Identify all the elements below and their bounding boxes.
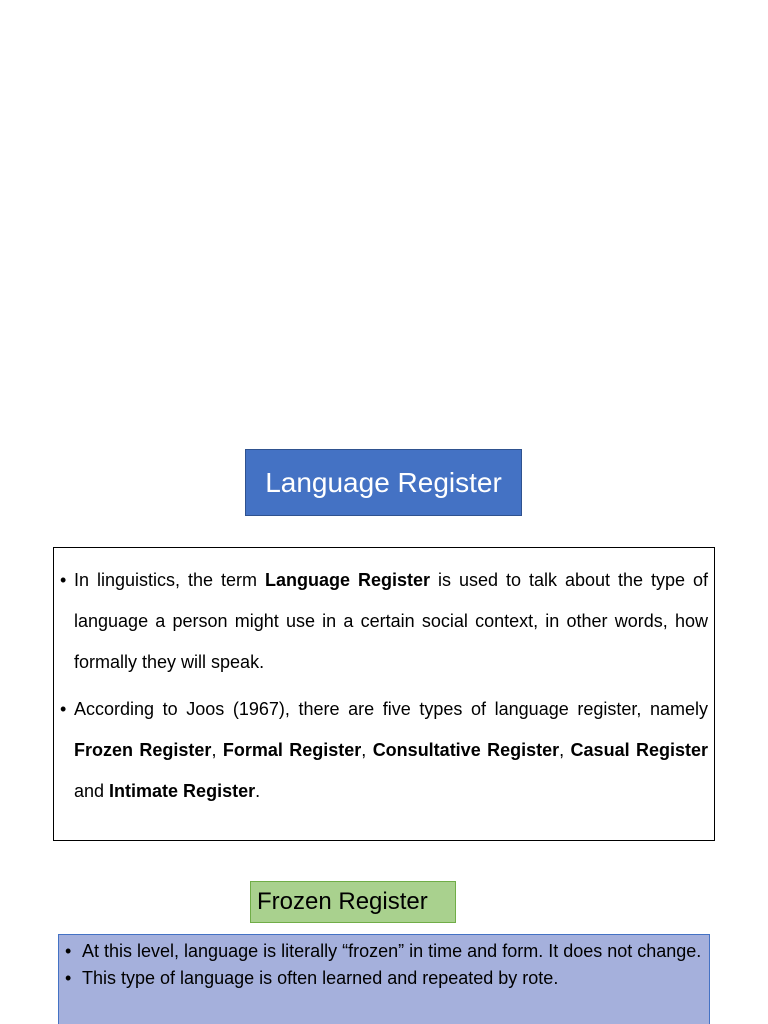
bullet1-term: Language Register xyxy=(264,570,430,590)
intro-bullet-types xyxy=(60,689,708,812)
intro-box xyxy=(53,547,715,841)
bullet2-sep2: , xyxy=(361,740,373,760)
frozen-list xyxy=(65,938,703,992)
bullet2-sep4: and xyxy=(74,781,110,801)
bullet2-end: . xyxy=(255,781,261,801)
frozen-register-box xyxy=(58,934,710,1024)
register-formal: Formal Register xyxy=(222,740,362,760)
intro-bullet-definition xyxy=(60,560,708,683)
bullet2-before: According to Joos (1967), there are five types of language register, namely xyxy=(74,699,708,719)
frozen-register-heading: Frozen Register xyxy=(250,881,456,923)
frozen-item: • This type of language is often learned and repeated by rote. xyxy=(65,965,703,992)
bullet1-after: is used to talk about the type of language a person might use in a certain social context, in other words, how formally they will speak. xyxy=(74,570,708,672)
bullet2-sep3: , xyxy=(559,740,571,760)
bullet1-before: In linguistics, the term xyxy=(74,570,265,590)
register-frozen: Frozen Register xyxy=(74,740,212,760)
frozen-item: • At this level, language is literally “frozen” in time and form. It does not change. xyxy=(65,938,703,965)
page-title: Language Register xyxy=(245,449,522,516)
intro-list xyxy=(60,560,708,812)
register-intimate: Intimate Register xyxy=(109,781,256,801)
register-casual: Casual Register xyxy=(570,740,708,760)
bullet2-sep1: , xyxy=(211,740,223,760)
register-consultative: Consultative Register xyxy=(372,740,560,760)
